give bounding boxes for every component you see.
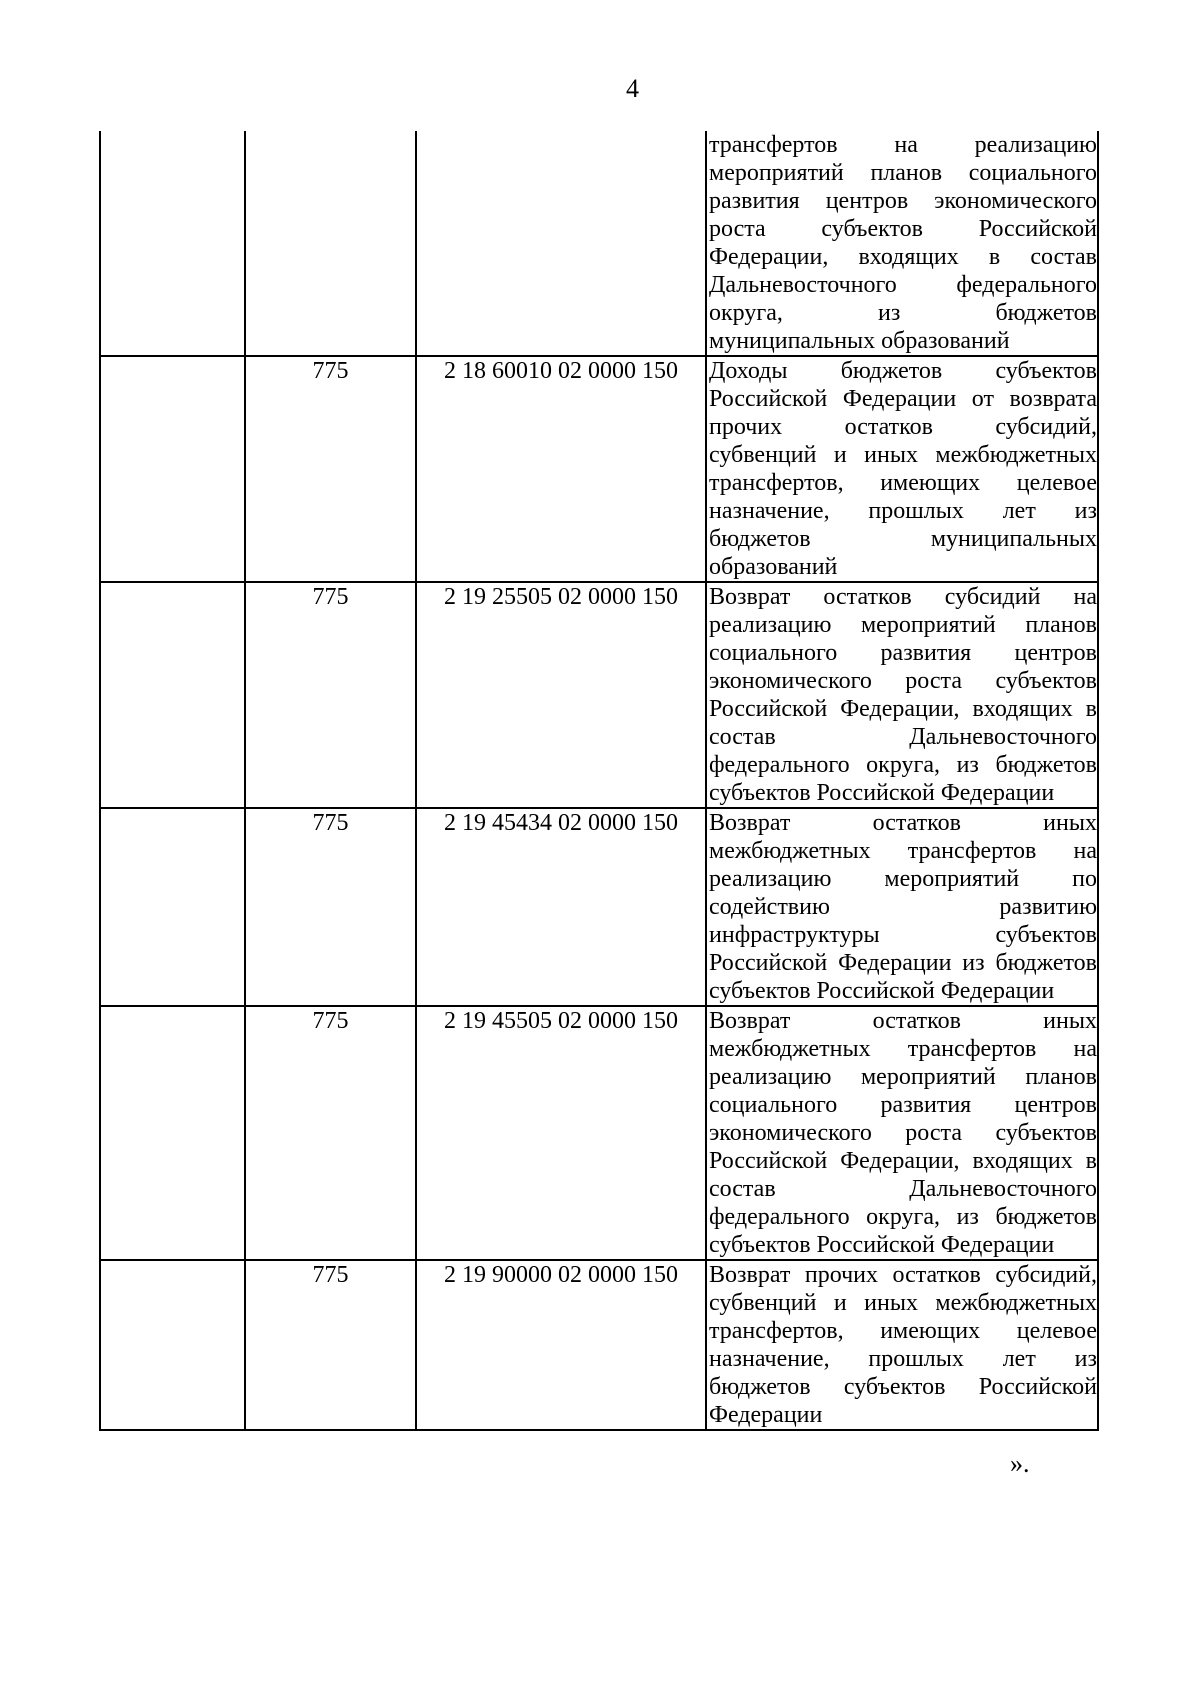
description-line: субъектов Российской Федерации (709, 780, 1055, 806)
page-number: 4 (626, 74, 639, 103)
budget-code-cell: 2 19 45505 02 0000 150 (416, 1006, 706, 1260)
description-cell (706, 582, 1098, 808)
description-line: федерального округа, из бюджетов (709, 1204, 1097, 1230)
budget-code-cell: 2 19 90000 02 0000 150 (416, 1260, 706, 1430)
description-line: муниципальных образований (709, 328, 1010, 354)
table-row (100, 582, 1098, 808)
budget-code-cell: 2 19 25505 02 0000 150 (416, 582, 706, 808)
description-line: субвенций и иных межбюджетных (709, 442, 1097, 468)
description-cell (706, 1006, 1098, 1260)
description-line: Российской Федерации, входящих в (709, 1148, 1097, 1174)
description-line: назначение, прошлых лет из (709, 498, 1097, 524)
admin-code-cell: 775 (245, 1260, 416, 1430)
empty-cell (100, 582, 245, 808)
description-line: прочих остатков субсидий, (709, 414, 1097, 440)
admin-code-cell: 775 (245, 1006, 416, 1260)
budget-code-cell (416, 131, 706, 356)
admin-code-cell: 775 (245, 808, 416, 1006)
description-cell (706, 356, 1098, 582)
empty-cell (100, 356, 245, 582)
table-row (100, 131, 1098, 356)
description-cell (706, 131, 1098, 356)
description-line: назначение, прошлых лет из (709, 1346, 1097, 1372)
budget-classification-table (99, 131, 1099, 1431)
description-line: образований (709, 554, 838, 580)
description-line: Федерации, входящих в состав (709, 244, 1097, 270)
table-row (100, 356, 1098, 582)
description-line: экономического роста субъектов (709, 668, 1097, 694)
description-line: Российской Федерации из бюджетов (709, 950, 1097, 976)
description-line: бюджетов субъектов Российской (709, 1374, 1097, 1400)
description-line: Возврат остатков субсидий на (709, 584, 1097, 610)
description-line: развития центров экономического (709, 188, 1097, 214)
description-line: трансфертов на реализацию (709, 132, 1097, 158)
admin-code-cell: 775 (245, 356, 416, 582)
description-line: федерального округа, из бюджетов (709, 752, 1097, 778)
description-line: реализацию мероприятий планов (709, 1064, 1097, 1090)
table-row (100, 1006, 1098, 1260)
admin-code-cell: 775 (245, 582, 416, 808)
description-line: инфраструктуры субъектов (709, 922, 1097, 948)
description-line: субвенций и иных межбюджетных (709, 1290, 1097, 1316)
description-line: Российской Федерации, входящих в (709, 696, 1097, 722)
empty-cell (100, 808, 245, 1006)
description-line: межбюджетных трансфертов на (709, 1036, 1097, 1062)
description-line: Возврат остатков иных (709, 810, 1097, 836)
description-line: Доходы бюджетов субъектов (709, 358, 1097, 384)
closing-quote: ». (1010, 1449, 1030, 1478)
table-body (100, 131, 1098, 1430)
description-cell (706, 1260, 1098, 1430)
table-row (100, 808, 1098, 1006)
empty-cell (100, 1260, 245, 1430)
description-line: Российской Федерации от возврата (709, 386, 1097, 412)
description-line: Возврат остатков иных (709, 1008, 1097, 1034)
description-line: межбюджетных трансфертов на (709, 838, 1097, 864)
description-cell (706, 808, 1098, 1006)
description-line: Возврат прочих остатков субсидий, (709, 1262, 1097, 1288)
description-line: состав Дальневосточного (709, 724, 1097, 750)
description-line: состав Дальневосточного (709, 1176, 1097, 1202)
description-line: социального развития центров (709, 1092, 1097, 1118)
description-line: трансфертов, имеющих целевое (709, 470, 1097, 496)
description-line: Федерации (709, 1402, 823, 1428)
description-line: роста субъектов Российской (709, 216, 1097, 242)
empty-cell (100, 131, 245, 356)
description-line: бюджетов муниципальных (709, 526, 1097, 552)
empty-cell (100, 1006, 245, 1260)
description-line: округа, из бюджетов (709, 300, 1097, 326)
description-line: реализацию мероприятий планов (709, 612, 1097, 638)
description-line: реализацию мероприятий по (709, 866, 1097, 892)
budget-code-cell: 2 19 45434 02 0000 150 (416, 808, 706, 1006)
description-line: социального развития центров (709, 640, 1097, 666)
description-line: мероприятий планов социального (709, 160, 1097, 186)
description-line: субъектов Российской Федерации (709, 1232, 1055, 1258)
description-line: Дальневосточного федерального (709, 272, 1097, 298)
budget-code-cell: 2 18 60010 02 0000 150 (416, 356, 706, 582)
description-line: содействию развитию (709, 894, 1097, 920)
description-line: субъектов Российской Федерации (709, 978, 1055, 1004)
admin-code-cell (245, 131, 416, 356)
description-line: экономического роста субъектов (709, 1120, 1097, 1146)
description-line: трансфертов, имеющих целевое (709, 1318, 1097, 1344)
table-row (100, 1260, 1098, 1430)
